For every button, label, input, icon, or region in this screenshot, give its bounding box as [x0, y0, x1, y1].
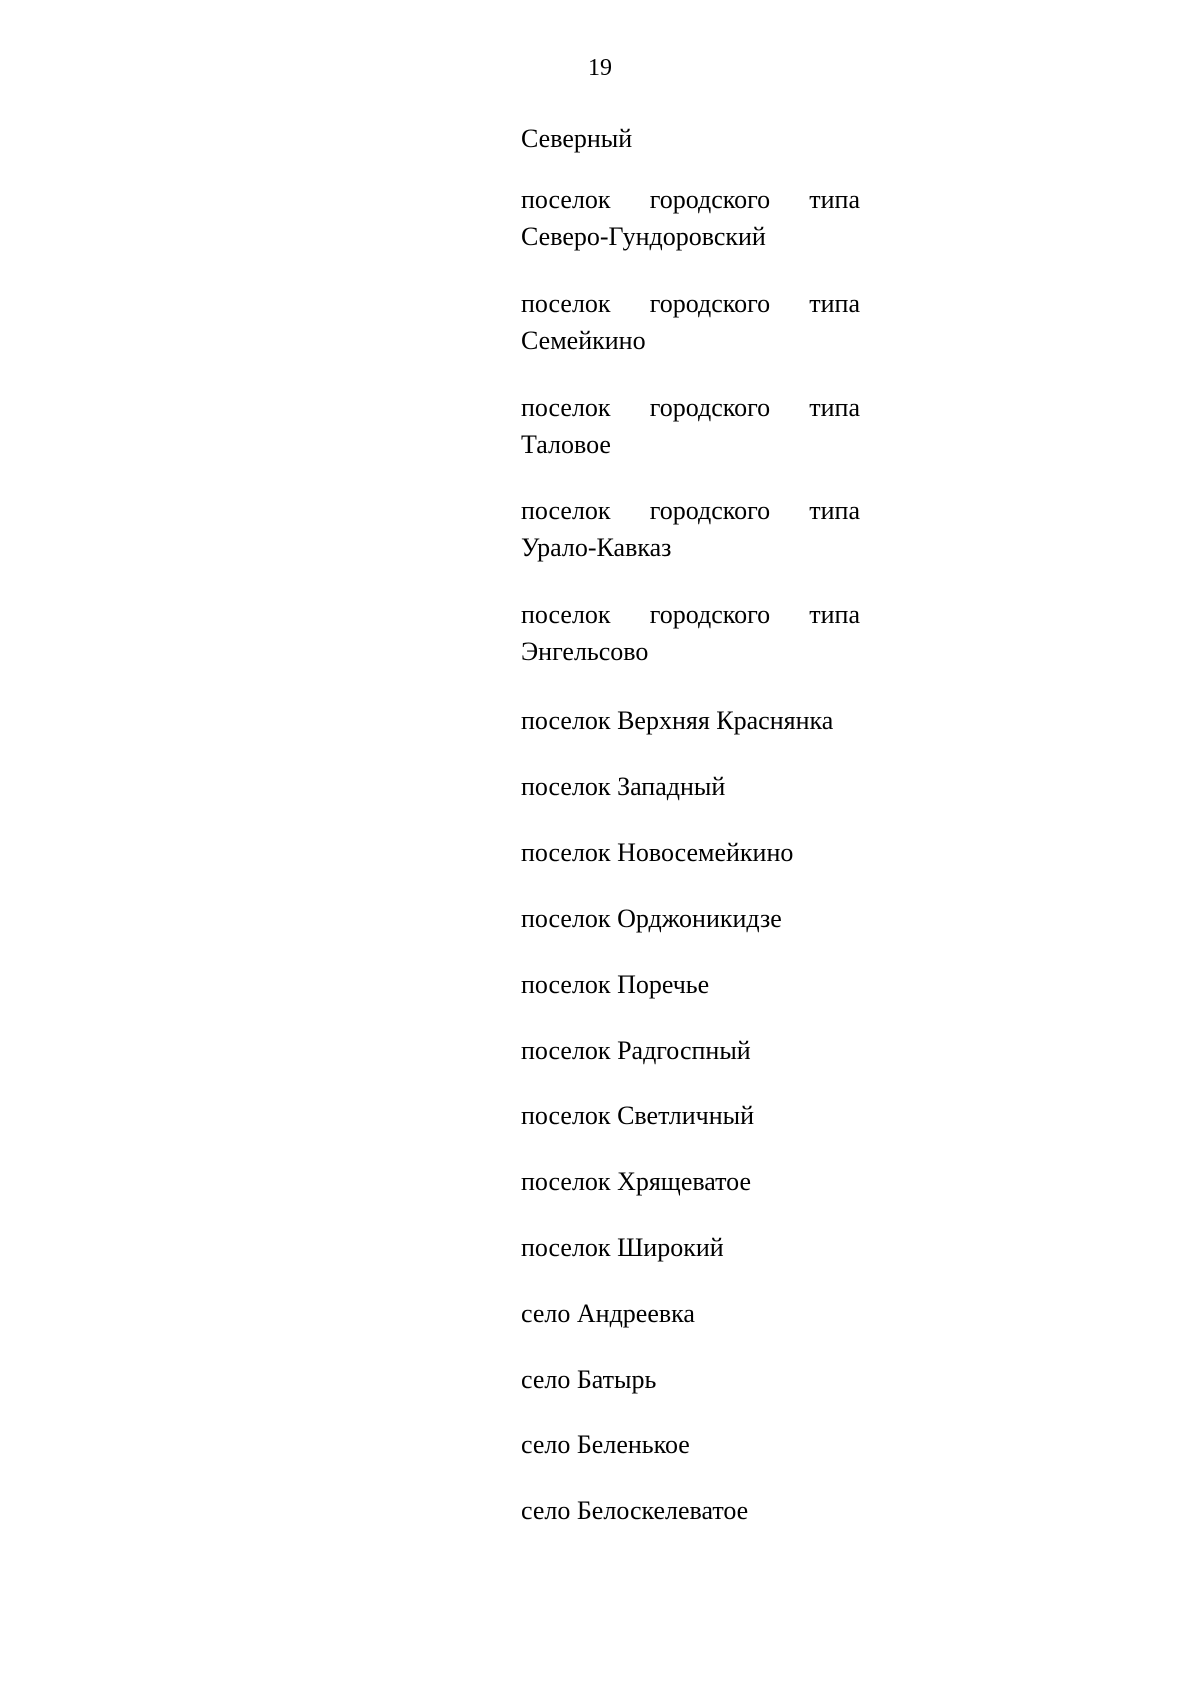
list-item — [521, 1361, 860, 1398]
list-item — [521, 1097, 860, 1134]
settlement-name: поселок Верхняя Краснянка — [521, 706, 834, 735]
settlement-name: поселок Радгоспный — [521, 1036, 751, 1065]
settlement-name: поселок Новосемейкино — [521, 838, 794, 867]
settlement-name: село Батырь — [521, 1365, 657, 1394]
settlement-name: Северный — [521, 124, 633, 153]
settlement-type: поселок городского типа — [521, 289, 860, 318]
settlement-name: Энгельсово — [521, 637, 649, 666]
list-item — [521, 1295, 860, 1332]
settlement-name: Урало-Кавказ — [521, 533, 672, 562]
settlement-name: село Андреевка — [521, 1299, 695, 1328]
settlement-name: поселок Орджоникидзе — [521, 904, 782, 933]
settlement-type: поселок городского типа — [521, 185, 860, 214]
settlement-name: поселок Светличный — [521, 1101, 755, 1130]
settlement-name: Семейкино — [521, 326, 646, 355]
list-item — [521, 768, 860, 805]
settlement-name: поселок Хрящеватое — [521, 1167, 752, 1196]
settlement-name: село Беленькое — [521, 1430, 690, 1459]
page-number: 19 — [588, 55, 612, 81]
list-item — [521, 120, 860, 157]
list-item — [521, 834, 860, 871]
settlement-type: поселок городского типа — [521, 393, 860, 422]
settlement-name: поселок Поречье — [521, 970, 710, 999]
list-item — [521, 181, 860, 255]
list-item — [521, 492, 860, 566]
settlement-name: Таловое — [521, 430, 611, 459]
list-item — [521, 1492, 860, 1529]
settlement-type: поселок городского типа — [521, 496, 860, 525]
list-item — [521, 1163, 860, 1200]
settlement-name: село Белоскелеватое — [521, 1496, 749, 1525]
list-item — [521, 1229, 860, 1266]
list-item — [521, 900, 860, 937]
settlement-name: Северо-Гундоровский — [521, 222, 766, 251]
list-item — [521, 702, 860, 739]
list-item — [521, 1032, 860, 1069]
list-item — [521, 285, 860, 359]
settlement-name: поселок Западный — [521, 772, 726, 801]
list-item — [521, 389, 860, 463]
settlement-name: поселок Широкий — [521, 1233, 724, 1262]
list-item — [521, 596, 860, 670]
settlement-type: поселок городского типа — [521, 600, 860, 629]
list-item — [521, 1426, 860, 1463]
list-item — [521, 966, 860, 1003]
